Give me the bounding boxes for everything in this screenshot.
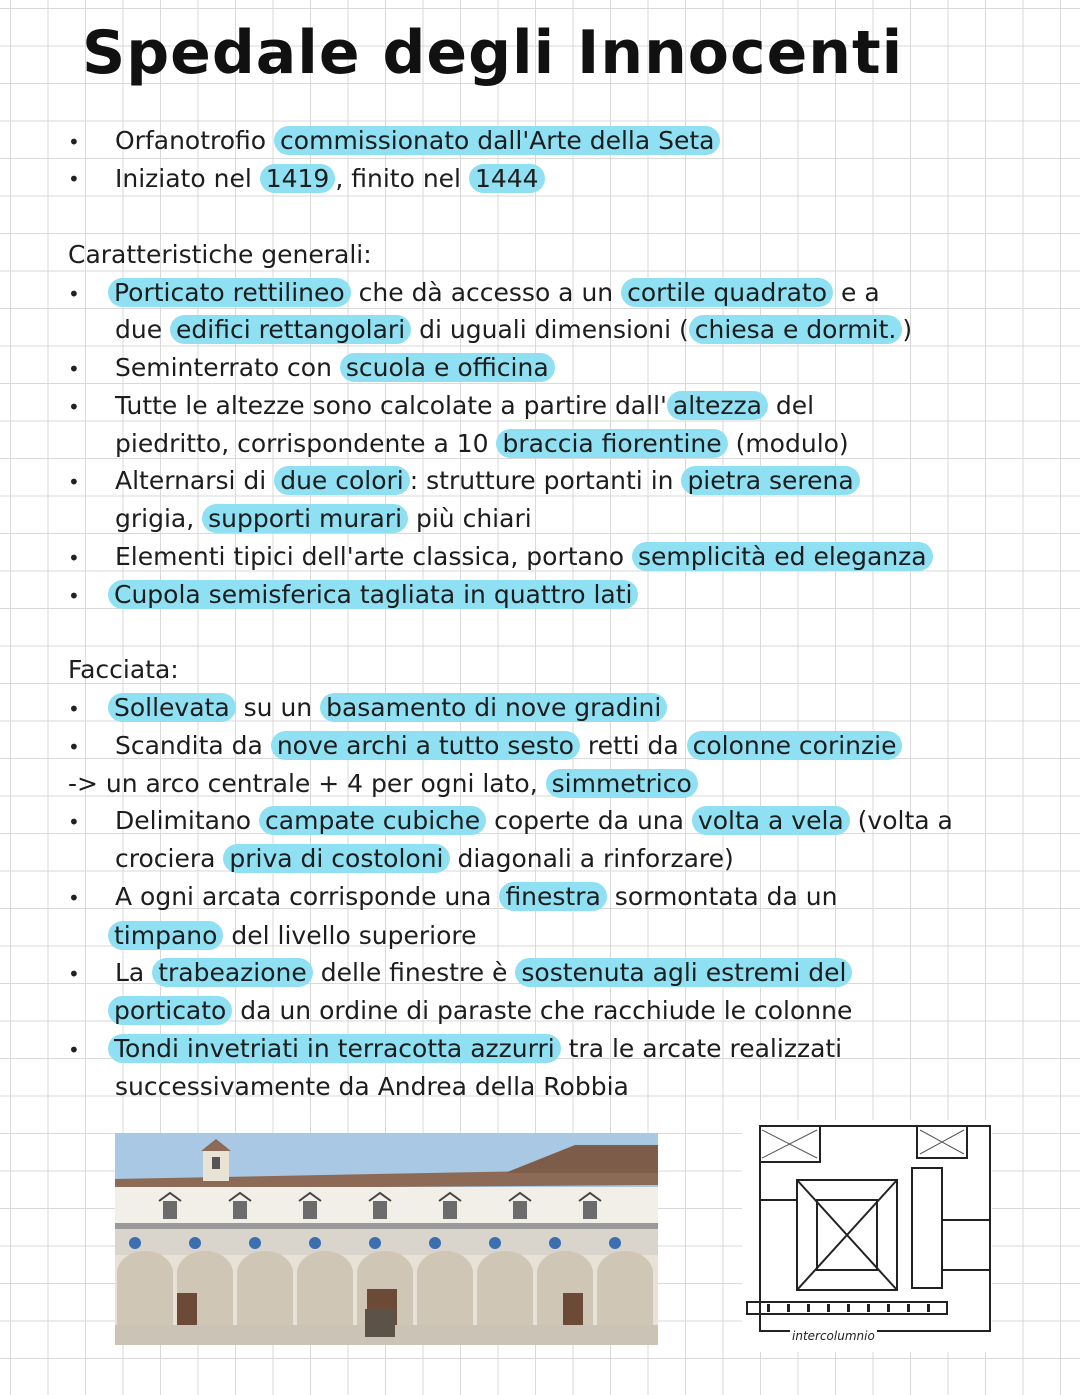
facade-line [108, 992, 852, 1030]
general-line [115, 462, 860, 500]
highlight: basamento di nove gradini [320, 693, 667, 722]
highlight: finestra [499, 882, 606, 911]
text: Orfanotrofio [115, 126, 275, 155]
bullet: • [68, 886, 80, 910]
text: A ogni arcata corrisponde una [115, 882, 500, 911]
text: due [115, 315, 171, 344]
text: da un ordine di paraste che racchiude le colonne [232, 996, 853, 1025]
facade-line [115, 1068, 629, 1106]
bullet: • [68, 735, 80, 759]
general-line [115, 538, 933, 576]
highlight: nove archi a tutto sesto [271, 731, 580, 760]
bullet: • [68, 470, 80, 494]
facade-line [115, 954, 852, 992]
highlight: porticato [108, 996, 232, 1025]
bullet: • [68, 546, 80, 570]
intro-line-1 [115, 122, 720, 160]
text: di uguali dimensioni ( [411, 315, 689, 344]
highlight: volta a vela [692, 806, 850, 835]
bullet: • [68, 697, 80, 721]
highlight: supporti murari [202, 504, 408, 533]
bullet: • [68, 584, 80, 608]
highlight: cortile quadrato [621, 278, 833, 307]
text: ) [902, 315, 913, 344]
highlight: trabeazione [152, 958, 313, 987]
text: Iniziato nel [115, 164, 260, 193]
highlight: Sollevata [108, 693, 236, 722]
text: , finito nel [335, 164, 469, 193]
text: : strutture portanti in [409, 466, 682, 495]
text: Alternarsi di [115, 466, 275, 495]
facade-line [68, 765, 698, 803]
highlight: campate cubiche [259, 806, 486, 835]
highlight: sostenuta agli estremi del [515, 958, 852, 987]
text: più chiari [408, 504, 532, 533]
floor-plan-illustration [742, 1120, 992, 1352]
general-line [115, 349, 555, 387]
highlight: Cupola semisferica tagliata in quattro lati [108, 580, 638, 609]
text: Delimitano [115, 806, 260, 835]
facade-line [115, 840, 734, 878]
bullet: • [68, 167, 80, 191]
highlight: simmetrico [546, 769, 698, 798]
facade-heading: Facciata: [68, 655, 179, 684]
floor-plan [742, 1120, 992, 1352]
plan-caption: intercolumnio [792, 1329, 875, 1343]
text: del livello superiore [223, 921, 477, 950]
general-line [115, 425, 849, 463]
text: successivamente da Andrea della Robbia [115, 1072, 629, 1101]
highlight: colonne corinzie [687, 731, 903, 760]
bullet: • [68, 395, 80, 419]
text: (modulo) [727, 429, 849, 458]
highlight: commissionato dall'Arte della Seta [274, 126, 720, 155]
text: su un [235, 693, 321, 722]
general-heading: Caratteristiche generali: [68, 240, 372, 269]
bullet: • [68, 810, 80, 834]
text: Elementi tipici dell'arte classica, portano [115, 542, 632, 571]
facade-line [115, 727, 902, 765]
facade-line [108, 1030, 842, 1068]
highlight: braccia fiorentine [496, 429, 727, 458]
facade-line [108, 689, 667, 727]
bullet: • [68, 130, 80, 154]
text: diagonali a rinforzare) [449, 844, 734, 873]
text: retti da [579, 731, 687, 760]
text: (volta a [849, 806, 953, 835]
text: grigia, [115, 504, 203, 533]
highlight: semplicità ed eleganza [632, 542, 933, 571]
general-line [108, 576, 638, 614]
facade-line [115, 802, 953, 840]
text: Tutte le altezze sono calcolate a partire dall' [115, 391, 667, 420]
highlight: due colori [274, 466, 410, 495]
text: sormontata da un [606, 882, 838, 911]
text: -> un arco centrale + 4 per ogni lato, [68, 769, 546, 798]
general-line [115, 500, 532, 538]
text: delle finestre è [312, 958, 516, 987]
text: che dà accesso a un [350, 278, 622, 307]
general-line [108, 274, 880, 312]
general-line [115, 387, 814, 425]
text: Scandita da [115, 731, 271, 760]
highlight: Tondi invetriati in terracotta azzurri [108, 1034, 561, 1063]
highlight: edifici rettangolari [170, 315, 411, 344]
facade-line [115, 878, 837, 916]
highlight: 1419 [260, 164, 336, 193]
highlight: Porticato rettilineo [108, 278, 351, 307]
facade-photo [115, 1133, 658, 1345]
highlight: pietra serena [681, 466, 859, 495]
highlight: altezza [667, 391, 768, 420]
highlight: chiesa e dormit. [689, 315, 903, 344]
bullet: • [68, 1038, 80, 1062]
text: tra le arcate realizzati [560, 1034, 843, 1063]
text: del [767, 391, 815, 420]
highlight: scuola e officina [340, 353, 555, 382]
bullet: • [68, 962, 80, 986]
general-line [115, 311, 912, 349]
highlight: timpano [108, 921, 223, 950]
highlight: 1444 [469, 164, 545, 193]
intro-line-2 [115, 160, 545, 198]
text: coperte da una [486, 806, 692, 835]
facade-photo-illustration [115, 1133, 658, 1345]
text: e a [833, 278, 880, 307]
facade-line [108, 917, 476, 955]
highlight: priva di costoloni [223, 844, 449, 873]
text: piedritto, corrispondente a 10 [115, 429, 497, 458]
text: crociera [115, 844, 224, 873]
text: La [115, 958, 153, 987]
bullet: • [68, 357, 80, 381]
page-title: Spedale degli Innocenti [82, 18, 904, 88]
bullet: • [68, 282, 80, 306]
text: Seminterrato con [115, 353, 340, 382]
